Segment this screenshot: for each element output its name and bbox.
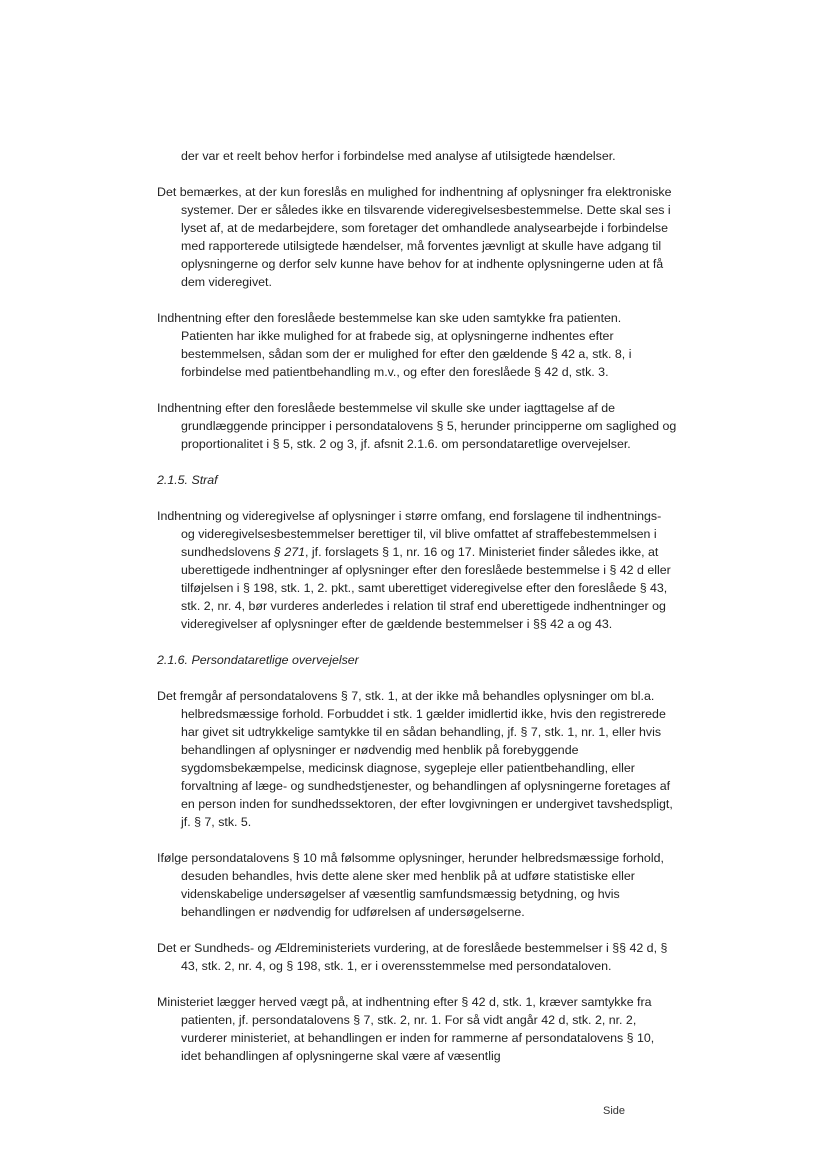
paragraph-principles: Indhentning efter den foreslåede bestemmelse vil skulle ske under iagttagelse af de grundlæggende principper i persondatalovens § 5, herunder principperne om saglighed og proportionalitet i § 5, stk. 2 og 3, jf. afsnit 2.1.6. om persondataretlige overvejelser. (157, 401, 677, 451)
straf-reference: § 271 (274, 545, 306, 559)
paragraph-consent: Indhentning efter den foreslåede bestemmelse kan ske uden samtykke fra patienten. Patienten har ikke mulighed for at frabede sig, at oplysningerne indhentes efter bestemmelsen, sådan som der er mulighed for efter den gældende § 42 a, stk. 8, i forbindelse med patientbehandling m.v., og efter den foreslåede § 42 d, stk. 3. (157, 311, 632, 379)
page-footer-label: Side (603, 1105, 626, 1117)
paragraph-electronic-systems: Det bemærkes, at der kun foreslås en mulighed for indhentning af oplysninger fra elektroniske systemer. Der er således ikke en tilsvarende videregivelsesbestemmelse. Dette skal ses i lyset af, at de medarbejdere, som foretager det omhandlede analysearbejde i forbindelse med rapporterede utilsigtede hændelser, må forventes jævnligt at skulle have adgang til oplysningerne og derfor selv kunne have behov for at indhente oplysningerne uden at få dem videregivet. (157, 185, 672, 289)
paragraph-assessment: Det er Sundheds- og Ældreministeriets vurdering, at de foreslåede bestemmelser i §§ 42 d, § 43, stk. 2, nr. 4, og § 198, stk. 1, er i overensstemmelse med persondataloven. (157, 941, 668, 973)
document-body (157, 147, 677, 1083)
heading-straf: 2.1.5. Straf (157, 473, 218, 487)
paragraph-straf (157, 507, 677, 633)
straf-text-after: , jf. forslagets § 1, nr. 16 og 17. Ministeriet finder således ikke, at uberettigede indhentninger af oplysninger efter den foreslåede bestemmelse i § 42 d eller tilføjelsen i § 198, stk. 1, 2. pkt., samt uberettiget videregivelse efter den foreslåede § 43, stk. 2, nr. 4, bør vurderes anderledes i relation til straf end uberettigede indhentninger og videregivelser af oplysninger efter de gældende bestemmelser i §§ 42 a og 43. (181, 545, 671, 631)
paragraph-ministry-emphasis: Ministeriet lægger herved vægt på, at indhentning efter § 42 d, stk. 1, kræver samtykke fra patienten, jf. persondatalovens § 7, stk. 2, nr. 1. For så vidt angår 42 d, stk. 2, nr. 2, vurderer ministeriet, at behandlingen er inden for rammerne af persondatalovens § 10, idet behandlingen af oplysningerne skal være af væsentlig (157, 995, 655, 1063)
paragraph-persondata-10: Ifølge persondatalovens § 10 må følsomme oplysninger, herunder helbredsmæssige forhold, desuden behandles, hvis dette alene sker med henblik på at udføre statistiske eller videnskabelige undersøgelser af væsentlig samfundsmæssig betydning, og hvis behandlingen er nødvendig for udførelsen af undersøgelserne. (157, 851, 664, 919)
paragraph-continued: der var et reelt behov herfor i forbindelse med analyse af utilsigtede hændelser. (181, 149, 616, 163)
straf-text-before: Indhentning og videregivelse af oplysninger i større omfang, end forslagene til indhentnings- og videregivelsesbestemmelser berettiger til, vil blive omfattet af straffebestemmelsen i sundhedslovens (157, 509, 662, 559)
paragraph-persondata-7: Det fremgår af persondatalovens § 7, stk. 1, at der ikke må behandles oplysninger om bl.a. helbredsmæssige forhold. Forbuddet i stk. 1 gælder imidlertid ikke, hvis den registrerede har givet sit udtrykkelige samtykke til en sådan behandling, jf. § 7, stk. 1, nr. 1, eller hvis behandlingen af oplysninger er nødvendig med henblik på forebyggende sygdomsbekæmpelse, medicinsk diagnose, sygepleje eller patientbehandling, eller forvaltning af læge- og sundhedstjenester, og behandlingen af oplysningerne foretages af en person inden for sundhedssektoren, der efter lovgivningen er undergivet tavshedspligt, jf. § 7, stk. 5. (157, 689, 673, 829)
heading-persondata: 2.1.6. Persondataretlige overvejelser (157, 653, 359, 667)
